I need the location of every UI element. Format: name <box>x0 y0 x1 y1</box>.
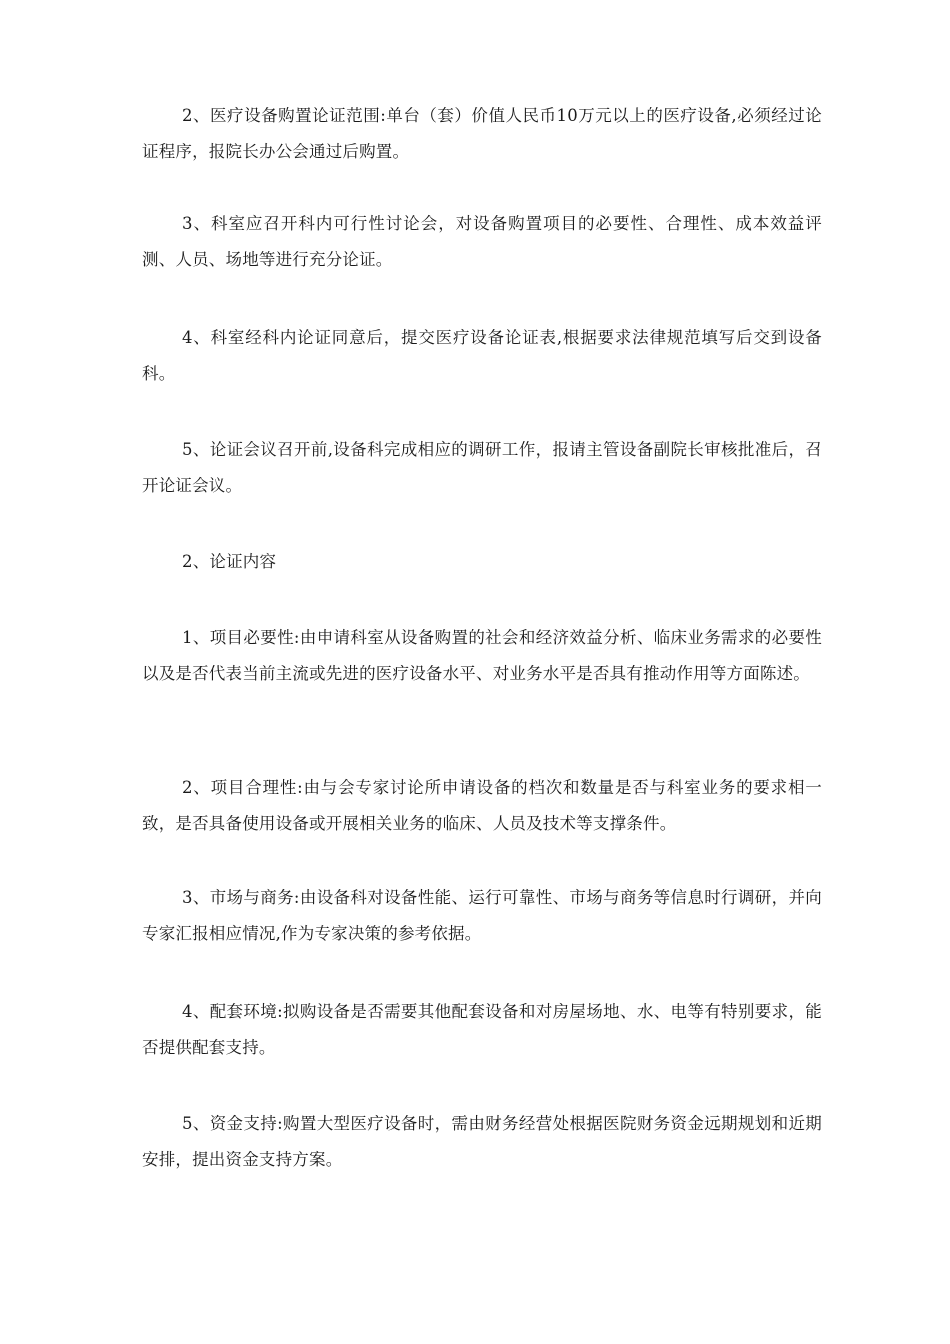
section-heading-content: 2、论证内容 <box>182 552 277 571</box>
paragraph-purchase-scope: 2、医疗设备购置论证范围:单台（套）价值人民币10万元以上的医疗设备,必须经过论证程序，报院长办公会通过后购置。 <box>142 106 822 161</box>
paragraph-submit-form: 4、科室经科内论证同意后，提交医疗设备论证表,根据要求法律规范填写后交到设备科。 <box>142 328 822 383</box>
paragraph-necessity: 1、项目必要性:由申请科室从设备购置的社会和经济效益分析、临床业务需求的必要性以及是否代表当前主流或先进的医疗设备水平、对业务水平是否具有推动作用等方面陈述。 <box>142 628 822 683</box>
paragraph-feasibility-meeting: 3、科室应召开科内可行性讨论会，对设备购置项目的必要性、合理性、成本效益评测、人员、场地等进行充分论证。 <box>142 214 822 269</box>
paragraph-market-business: 3、市场与商务:由设备科对设备性能、运行可靠性、市场与商务等信息时行调研，并向专家汇报相应情况,作为专家决策的参考依据。 <box>142 888 822 943</box>
paragraph-supporting-environment: 4、配套环境:拟购设备是否需要其他配套设备和对房屋场地、水、电等有特别要求，能否提供配套支持。 <box>142 1002 822 1057</box>
paragraph-funding-support: 5、资金支持:购置大型医疗设备时，需由财务经营处根据医院财务资金远期规划和近期安排，提出资金支持方案。 <box>142 1114 822 1169</box>
paragraph-meeting-prep: 5、论证会议召开前,设备科完成相应的调研工作，报请主管设备副院长审核批准后，召开论证会议。 <box>142 440 822 495</box>
paragraph-rationality: 2、项目合理性:由与会专家讨论所申请设备的档次和数量是否与科室业务的要求相一致，是否具备使用设备或开展相关业务的临床、人员及技术等支撑条件。 <box>142 778 822 833</box>
